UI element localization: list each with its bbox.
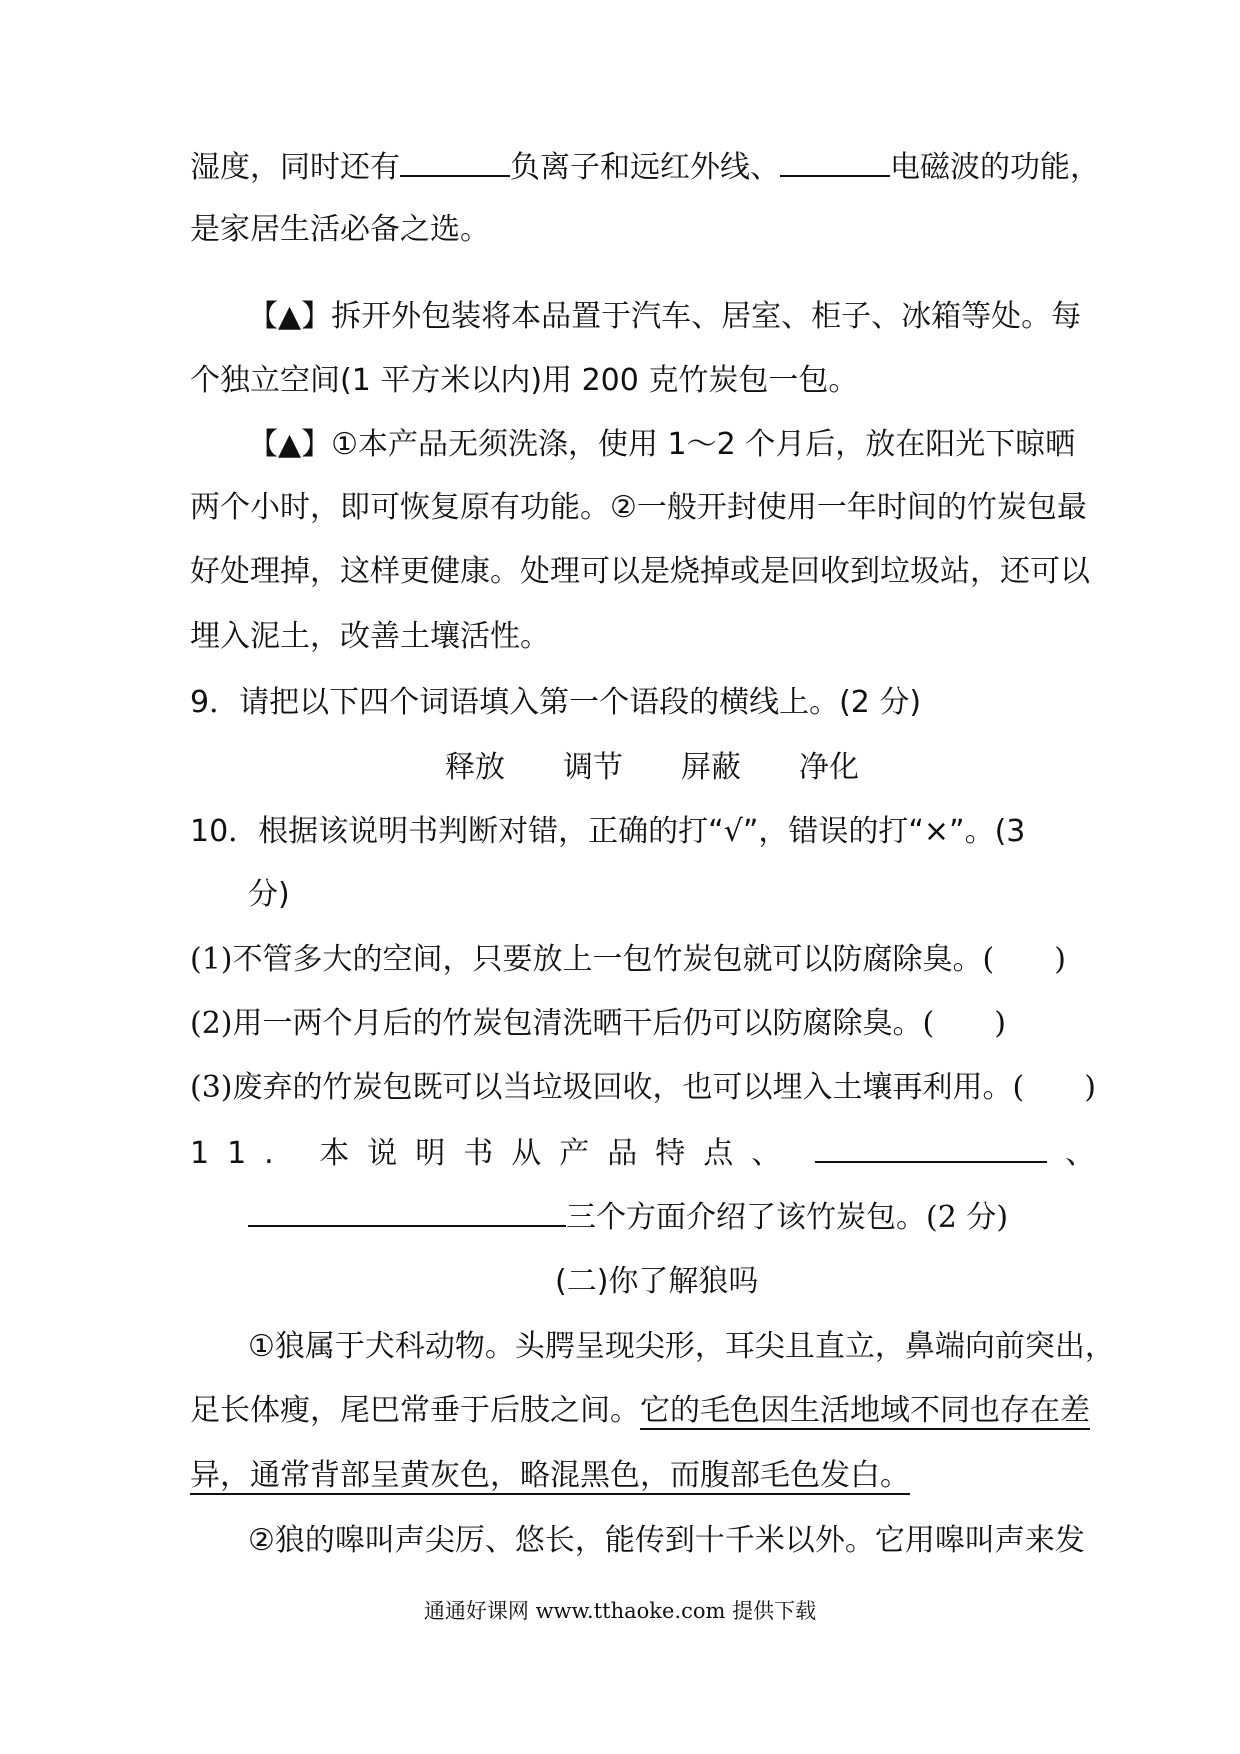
passage2-p1-line3	[190, 1456, 1060, 1496]
passage2-p1-line1: ①狼属于犬科动物。头腭呈现尖形，耳尖且直立，鼻端向前突出，	[248, 1329, 1115, 1364]
text-segment: 、	[1065, 1136, 1096, 1171]
word-option: 屏蔽	[681, 750, 741, 785]
text-segment: 足长体瘦，尾巴常垂于后肢之间。	[190, 1393, 640, 1428]
question-10-cont: 分)	[248, 877, 290, 912]
text-segment: 电磁波的功能，	[890, 150, 1100, 185]
question-10-item-1: (1)不管多大的空间，只要放上一包竹炭包就可以防腐除臭。( )	[190, 942, 1066, 977]
passage1-p3-line2: 两个小时，即可恢复原有功能。②一般开封使用一年时间的竹炭包最	[190, 490, 1087, 525]
word-options	[445, 748, 945, 788]
word-option: 调节	[563, 750, 623, 785]
answer-blank-1	[815, 1135, 1047, 1163]
text-segment: 11. 本说明书从产品特点、	[190, 1136, 800, 1171]
answer-blank-2	[248, 1199, 566, 1227]
passage2-p1-line2	[190, 1391, 1090, 1431]
underlined-text: 异，通常背部呈黄灰色，略混黑色，而腹部毛色发白。	[190, 1458, 910, 1493]
passage1-p3-line1: 【▲】①本产品无须洗涤，使用 1～2 个月后，放在阳光下晾晒	[248, 427, 1076, 462]
passage1-line2: 是家居生活必备之选。	[190, 212, 490, 247]
passage1-p3-line3: 好处理掉，这样更健康。处理可以是烧掉或是回收到垃圾站，还可以	[190, 554, 1090, 589]
passage1-p2-line1: 【▲】拆开外包装将本品置于汽车、居室、柜子、冰箱等处。每	[248, 299, 1082, 334]
page-footer: 通通好课网 www.tthaoke.com 提供下载	[423, 1599, 817, 1623]
fill-blank-2	[780, 149, 890, 177]
question-10: 10．根据该说明书判断对错，正确的打“√”，错误的打“×”。(3	[190, 814, 1026, 849]
passage1-p2-line2: 个独立空间(1 平方米以内)用 200 克竹炭包一包。	[190, 363, 859, 398]
word-option: 净化	[799, 750, 859, 785]
text-segment: 三个方面介绍了该竹炭包。(2 分)	[566, 1200, 1009, 1235]
text-segment: 湿度，同时还有	[190, 150, 400, 185]
question-10-item-3: (3)废弃的竹炭包既可以当垃圾回收，也可以埋入土壤再利用。( )	[190, 1070, 1096, 1105]
question-9: 9．请把以下四个词语填入第一个语段的横线上。(2 分)	[190, 685, 922, 720]
passage2-p2-line1: ②狼的嗥叫声尖厉、悠长，能传到十千米以外。它用嗥叫声来发	[248, 1523, 1085, 1558]
passage1-p3-line4: 埋入泥土，改善土壤活性。	[190, 619, 550, 654]
fill-blank-1	[400, 149, 510, 177]
question-11	[190, 1134, 1096, 1174]
passage1-line1	[190, 148, 1100, 188]
section-title: (二)你了解狼吗	[555, 1264, 759, 1299]
question-10-item-2: (2)用一两个月后的竹炭包清洗晒干后仍可以防腐除臭。( )	[190, 1006, 1006, 1041]
word-option: 释放	[445, 750, 505, 785]
question-11-cont	[248, 1198, 1060, 1238]
underlined-text: 它的毛色因生活地域不同也存在差	[640, 1393, 1090, 1428]
text-segment: 负离子和远红外线、	[510, 150, 780, 185]
